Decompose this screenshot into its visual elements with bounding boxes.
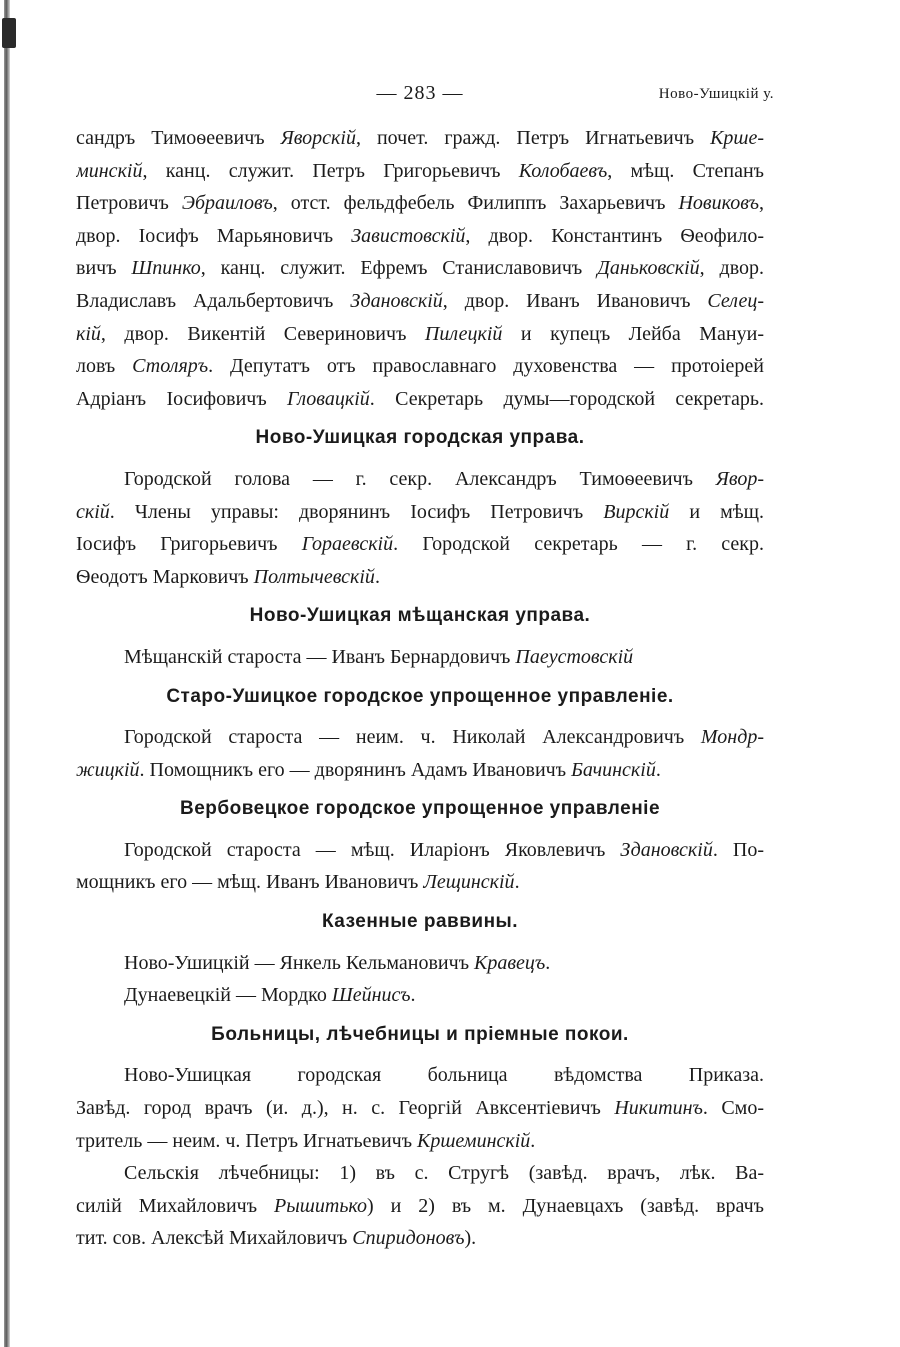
surname: Гловацкій <box>287 387 370 410</box>
surname: Паеустовскій <box>515 645 634 668</box>
surname: Рышитько <box>274 1194 368 1217</box>
surname: Столяръ <box>132 355 209 378</box>
text-line: кій, двор. Викентій Севериновичъ Пилецкій и купецъ Лейба Мануи- <box>76 322 764 345</box>
surname: Завистовскій <box>351 224 466 247</box>
text-line: Городской староста — мѣщ. Иларіонъ Яковлевичъ Здановскій. По- <box>124 838 764 861</box>
surname: Яворскій <box>280 127 356 149</box>
surname: кій <box>76 322 101 345</box>
text-line: ловъ Столяръ. Депутатъ отъ православнаго духовенства — протоіерей <box>76 355 764 378</box>
surname: Крше- <box>710 127 764 149</box>
text-line: минскій, канц. служит. Петръ Григорьевичъ Колобаевъ, мѣщ. Степанъ <box>76 159 764 182</box>
surname: Мондр- <box>700 726 764 749</box>
spine-mark <box>2 18 16 48</box>
surname: Шейнисъ <box>331 984 411 1007</box>
page-spine-shadow <box>4 0 10 1347</box>
text-line: Ново-Ушицкая городская больница вѣдомства Приказа. <box>124 1064 764 1087</box>
surname: Никитинъ <box>614 1097 703 1120</box>
text-line: Петровичъ Эбраиловъ, отст. фельдфебель Филиппъ Захарьевичъ Новиковъ, <box>76 192 764 215</box>
surname: Полтычевскій <box>253 565 375 588</box>
text-line: сандръ Тимоѳеевичъ Яворскій, почет. гражд. Петръ Игнатьевичъ Крше- <box>76 127 764 149</box>
text-line: Мѣщанскій староста — Иванъ Бернардовичъ Паеустовскій <box>124 645 634 668</box>
surname: Селец- <box>707 289 764 312</box>
section-heading: Больницы, лѣчебницы и пріемные покои. <box>211 1023 629 1045</box>
text-line: Городской староста — неим. ч. Николай Александровичъ Мондр- <box>124 726 764 749</box>
surname: Колобаевъ <box>518 159 608 182</box>
section-heading: Казенные раввины. <box>321 911 519 933</box>
text-line: вичъ Шпинко, канц. служит. Ефремъ Станиславовичъ Даньковскій, двор. <box>76 257 764 280</box>
surname: Вирскій <box>603 500 670 523</box>
text-line: Адріанъ Іосифовичъ Гловацкій. Секретарь думы—городской секретарь. <box>76 387 764 410</box>
section-heading: Старо-Ушицкое городское упрощенное управленіе. <box>166 685 674 707</box>
surname: Пилецкій <box>424 322 503 345</box>
text-line: силій Михайловичъ Рышитько) и 2) въ м. Дунаевцахъ (завѣд. врачъ <box>76 1194 764 1217</box>
text-line: тритель — неим. ч. Петръ Игнатьевичъ Кршеминскій. <box>76 1129 536 1152</box>
text-line: Ново-Ушицкій — Янкель Кельмановичъ Кравецъ. <box>124 951 551 974</box>
section-heading: Вербовецкое городское упрощенное управленіе <box>179 798 661 820</box>
text-line: Ѳеодотъ Марковичъ Полтычевскій. <box>76 565 380 588</box>
text-line: жицкій. Помощникъ его — дворянинъ Адамъ Ивановичъ Бачинскій. <box>76 758 661 781</box>
surname: Здановскій <box>350 289 443 312</box>
surname: Явор- <box>715 467 764 490</box>
surname: минскій <box>76 159 143 182</box>
text-line: мощникъ его — мѣщ. Иванъ Ивановичъ Лещинскій. <box>76 871 520 894</box>
page-number: — 283 — <box>376 82 464 104</box>
surname: жицкій <box>76 758 140 781</box>
page-body <box>76 122 764 1255</box>
surname: Спиридоновъ <box>352 1227 465 1250</box>
surname: Шпинко <box>131 257 201 280</box>
surname: Горaевскій <box>301 533 394 556</box>
surname: Эбраиловъ <box>181 192 273 215</box>
text-line: Городской голова — г. секр. Александръ Тимоѳеевичъ Явор- <box>124 467 764 490</box>
text-line: Дунаевецкій — Мордко Шейнисъ. <box>124 984 416 1007</box>
text-line: Іосифъ Григорьевичъ Горaевскій. Городской секретарь — г. секр. <box>76 533 764 556</box>
surname: Лещинскій <box>423 871 515 894</box>
surname: Кравецъ <box>474 951 546 974</box>
text-line: Владиславъ Адальбертовичъ Здановскій, двор. Иванъ Ивановичъ Селец- <box>76 289 764 312</box>
text-line: тит. сов. Алексѣй Михайловичъ Спиридоновъ). <box>76 1227 477 1250</box>
section-heading: Ново-Ушицкая мѣщанская управа. <box>249 605 591 627</box>
surname: Новиковъ <box>678 192 759 215</box>
text-line: скій. Члены управы: дворянинъ Іосифъ Петровичъ Вирскій и мѣщ. <box>76 500 764 523</box>
text-line: Сельскія лѣчебницы: 1) въ с. Стругѣ (завѣд. врачъ, лѣк. Ва- <box>124 1162 764 1185</box>
surname: Бачинскій <box>571 758 656 781</box>
surname: Здановскій <box>620 838 713 861</box>
surname: Даньковскій <box>597 257 700 280</box>
text-line: двор. Іосифъ Марьяновичъ Завистовскій, двор. Константинъ Ѳеофило- <box>76 224 764 247</box>
running-head: Ново-Ушицкій у. <box>658 86 774 102</box>
surname: скій <box>76 500 110 523</box>
surname: Кршеминскій <box>417 1129 531 1152</box>
section-heading: Ново-Ушицкая городская управа. <box>255 427 585 449</box>
text-line: Завѣд. город врачъ (и. д.), н. с. Георгій Авксентіевичъ Никитинъ. Смо- <box>76 1097 764 1120</box>
